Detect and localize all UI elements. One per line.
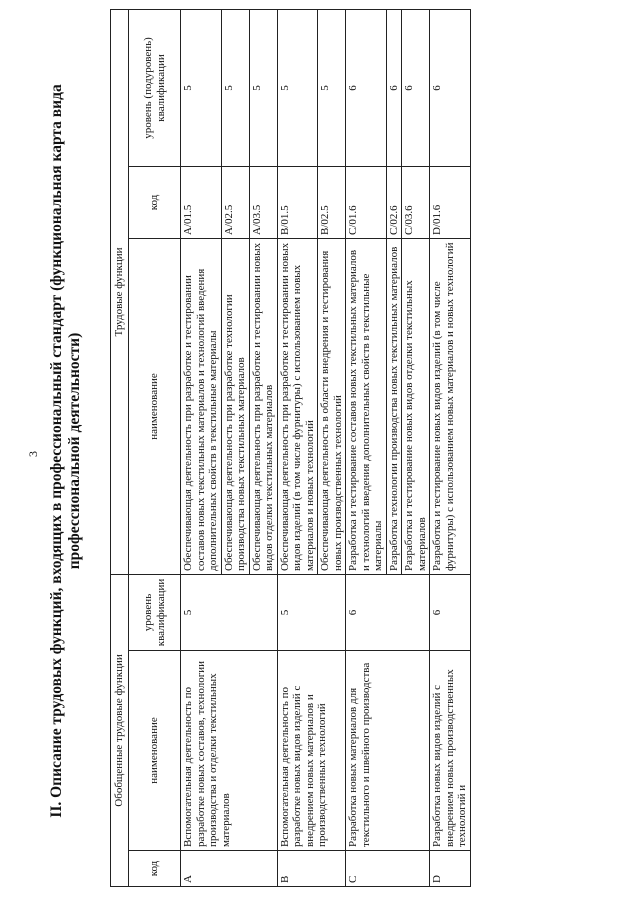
tf-level: 6: [386, 9, 402, 166]
header-code: код: [129, 851, 181, 887]
gf-code: D: [430, 851, 471, 887]
heading-line-1: II. Описание трудовых функций, входящих в профессиональный стандарт (функциональная карта вида: [48, 84, 65, 818]
gf-name: Разработка новых материалов для текстильного и швейного производства: [346, 651, 430, 851]
tf-name: Обеспечивающая деятельность при разработке и тестировании составов новых текстильных материалов и технологий введения дополнительных свойств в текстильные материалы: [181, 238, 222, 574]
tf-level: 5: [221, 9, 249, 166]
tf-level: 5: [181, 9, 222, 166]
tf-code: D/01.6: [430, 166, 471, 238]
tf-code: C/03.6: [402, 166, 430, 238]
tf-code: C/02.6: [386, 166, 402, 238]
gf-level: 6: [430, 574, 471, 650]
tf-code: B/01.5: [277, 166, 318, 238]
tf-code: C/01.6: [346, 166, 387, 238]
gf-level: 5: [277, 574, 346, 650]
gf-level: 6: [346, 574, 430, 650]
heading-line-2: профессиональной деятельности): [66, 332, 83, 570]
tf-name: Разработка и тестирование новых видов отделки текстильных материалов: [402, 238, 430, 574]
table-row: [277, 9, 318, 886]
header-tf-name: наименование: [129, 238, 181, 574]
gf-code: A: [181, 851, 278, 887]
section-heading: [48, 17, 84, 885]
tf-level: 6: [430, 9, 471, 166]
tf-level: 6: [346, 9, 387, 166]
tf-name: Разработка технологии производства новых текстильных материалов: [386, 238, 402, 574]
gf-code: C: [346, 851, 430, 887]
tf-code: A/01.5: [181, 166, 222, 238]
tf-level: 5: [277, 9, 318, 166]
header-tf-code: код: [129, 166, 181, 238]
tf-level: 5: [249, 9, 277, 166]
tf-code: A/02.5: [221, 166, 249, 238]
header-tf-level: уровень (подуровень) квалификации: [129, 9, 181, 166]
tf-code: A/03.5: [249, 166, 277, 238]
tf-code: B/02.5: [318, 166, 346, 238]
gf-name: Вспомогательная деятельность по разработке новых составов, технологии производства и отделки текстильных материалов: [181, 651, 278, 851]
header-level: уровень квалификации: [129, 574, 181, 650]
header-name: наименование: [129, 651, 181, 851]
tf-name: Обеспечивающая деятельность при разработке и тестировании новых видов изделий (в том числе фурнитуры) с использованием новых материалов и новых технологий: [277, 238, 318, 574]
table-row: [430, 9, 471, 886]
tf-name: Обеспечивающая деятельность в области внедрения и тестирования новых производственных технологий: [318, 238, 346, 574]
gf-code: B: [277, 851, 346, 887]
tf-level: 6: [402, 9, 430, 166]
header-generalized-functions: Обобщенные трудовые функции: [111, 574, 129, 886]
gf-level: 5: [181, 574, 278, 650]
tf-name: Обеспечивающая деятельность при разработке технологии производства новых текстильных материалов: [221, 238, 249, 574]
tf-name: Разработка и тестирование новых видов изделий (в том числе фурнитуры) с использованием новых материалов и новых технологий: [430, 238, 471, 574]
tf-name: Разработка и тестирование составов новых текстильных материалов и технологий введения дополнительных свойств в текстильные материалы: [346, 238, 387, 574]
table-row: [346, 9, 387, 886]
table-row: [181, 9, 222, 886]
tf-name: Обеспечивающая деятельность при разработке и тестировании новых видов отделки текстильных материалов: [249, 238, 277, 574]
functional-map-table: [110, 9, 471, 887]
header-labor-functions: Трудовые функции: [111, 9, 129, 574]
page-number: 3: [26, 451, 40, 457]
tf-level: 5: [318, 9, 346, 166]
gf-name: Вспомогательная деятельность по разработке новых видов изделий с внедрением новых материалов и производственных технологий: [277, 651, 346, 851]
gf-name: Разработка новых видов изделий с внедрением новых производственных технологий и: [430, 651, 471, 851]
